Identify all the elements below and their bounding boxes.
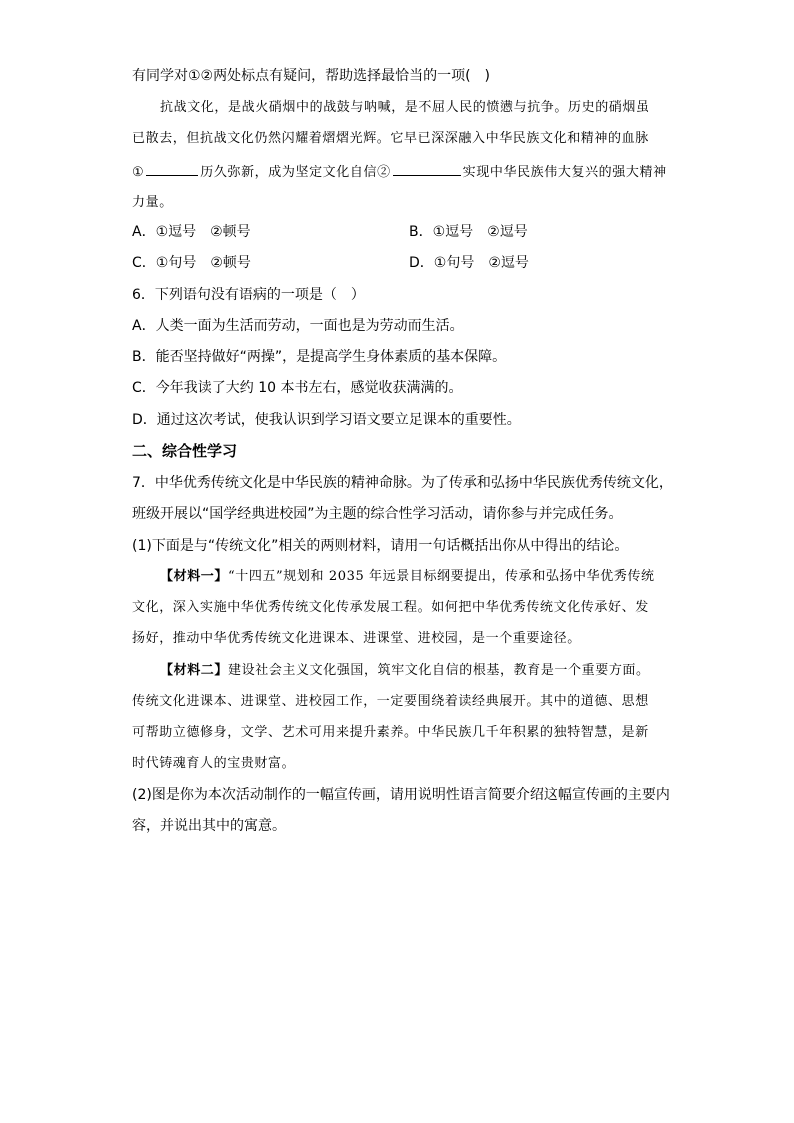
material-1-text: “十四五”规划和 2035 年远景目标纲要提出，传承和弘扬中华优秀传统 bbox=[228, 569, 655, 584]
section-heading: 二、综合性学习 bbox=[132, 442, 238, 460]
q5-option-c: C．①句号 ②顿号 bbox=[132, 255, 251, 271]
material-1-line-1 bbox=[160, 567, 655, 587]
q5-option-a: A．①逗号 ②顿号 bbox=[132, 224, 251, 240]
material-2-line-2: 传统文化进课本、进课堂、进校园工作，一定要围绕着读经典展开。其中的道德、思想 bbox=[132, 694, 649, 709]
q6-option-b: B．能否坚持做好“两操”，是提高学生身体素质的基本保障。 bbox=[132, 349, 507, 365]
q5-passage-line-4: 力量。 bbox=[132, 195, 173, 210]
material-2-line-3: 可帮助立德修身，文学、艺术可用来提升素养。中华民族几千年积累的独特智慧，是新 bbox=[132, 725, 649, 740]
blank-2 bbox=[393, 161, 461, 176]
q6-stem: 6．下列语句没有语病的一项是（ ） bbox=[132, 287, 365, 303]
q7-subquestion-2-line-2: 容，并说出其中的寓意。 bbox=[132, 818, 286, 834]
q5-option-d: D．①句号 ②逗号 bbox=[409, 255, 529, 271]
q7-subquestion-1: (1)下面是与“传统文化”相关的两则材料，请用一句话概括出你从中得出的结论。 bbox=[132, 538, 629, 554]
q7-stem-line-1: 7．中华优秀传统文化是中华民族的精神命脉。为了传承和弘扬中华民族优秀传统文化， bbox=[132, 475, 673, 491]
q5-option-b: B．①逗号 ②逗号 bbox=[409, 224, 528, 240]
q5-passage-line-2: 已散去，但抗战文化仍然闪耀着熠熠光辉。它早已深深融入中华民族文化和精神的血脉 bbox=[132, 131, 649, 146]
material-1-line-3: 扬好，推动中华优秀传统文化进课本、进课堂、进校园，是一个重要途径。 bbox=[132, 631, 581, 646]
q5-stem: 有同学对①②两处标点有疑问，帮助选择最恰当的一项( ) bbox=[132, 68, 491, 84]
material-2-line-1 bbox=[160, 661, 650, 681]
q6-option-a: A．人类一面为生活而劳动，一面也是为劳动而生活。 bbox=[132, 318, 464, 334]
material-1-line-2: 文化，深入实施中华优秀传统文化传承发展工程。如何把中华优秀传统文化传承好、发 bbox=[132, 600, 649, 615]
q7-subquestion-2-line-1: (2)图是你为本次活动制作的一幅宣传画，请用说明性语言简要介绍这幅宣传画的主要内 bbox=[132, 787, 670, 803]
blank-1 bbox=[146, 161, 198, 176]
material-1-label: 【材料一】 bbox=[160, 569, 229, 584]
q5-passage-line-1: 抗战文化，是战火硝烟中的战鼓与呐喊，是不屈人民的愤懑与抗争。历史的硝烟虽 bbox=[160, 100, 650, 115]
passage-segment: 历久弥新，成为坚定文化自信② bbox=[200, 165, 391, 180]
material-2-text: 建设社会主义文化强国，筑牢文化自信的根基，教育是一个重要方面。 bbox=[228, 663, 650, 678]
blank-marker-1: ① bbox=[132, 165, 145, 180]
material-2-line-4: 时代铸魂育人的宝贵财富。 bbox=[132, 756, 296, 771]
q7-stem-line-2: 班级开展以“国学经典进校园”为主题的综合性学习活动，请你参与并完成任务。 bbox=[132, 506, 623, 522]
q6-option-c: C．今年我读了大约 10 本书左右，感觉收获满满的。 bbox=[132, 380, 463, 396]
passage-segment: 实现中华民族伟大复兴的强大精神 bbox=[462, 165, 667, 180]
material-2-label: 【材料二】 bbox=[160, 663, 229, 678]
q6-option-d: D．通过这次考试，使我认识到学习语文要立足课本的重要性。 bbox=[132, 412, 521, 428]
q5-passage-line-3 bbox=[132, 161, 667, 183]
